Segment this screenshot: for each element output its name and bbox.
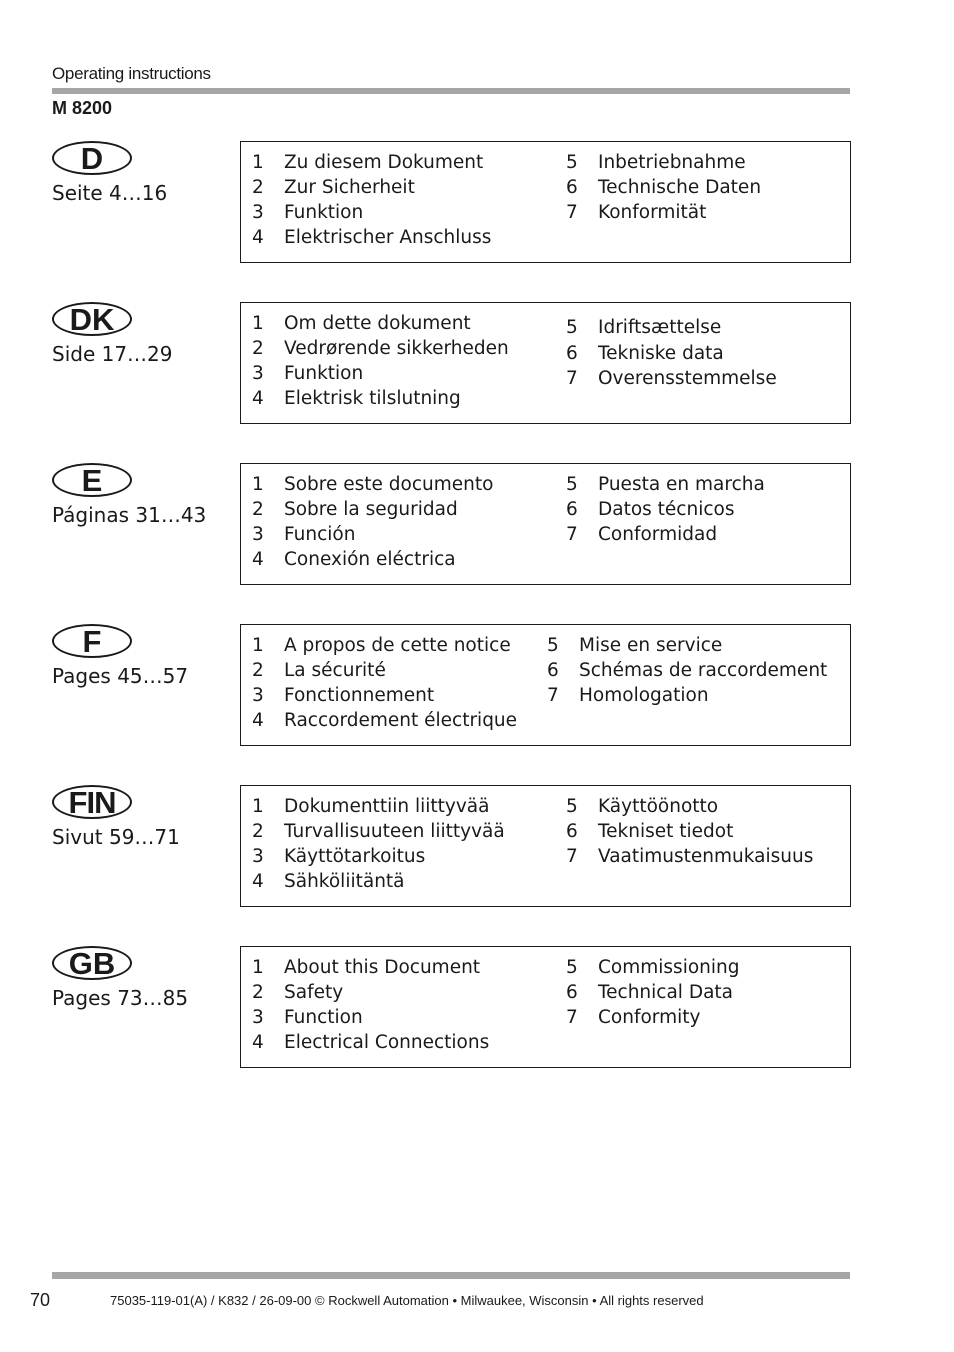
contents-item bbox=[566, 819, 813, 844]
language-badge: F bbox=[52, 624, 132, 658]
chapter-number: 4 bbox=[252, 871, 264, 892]
chapter-title: About this Document bbox=[284, 957, 481, 978]
contents-box bbox=[240, 624, 851, 746]
chapter-number: 7 bbox=[566, 1007, 578, 1028]
contents-item bbox=[252, 683, 517, 708]
chapter-number: 7 bbox=[566, 524, 578, 545]
chapter-number: 6 bbox=[566, 982, 578, 1003]
chapter-title: Safety bbox=[284, 982, 344, 1003]
language-section bbox=[0, 463, 954, 585]
chapter-number: 4 bbox=[252, 388, 264, 409]
contents-column-right bbox=[566, 315, 777, 392]
language-section bbox=[0, 141, 954, 263]
contents-item bbox=[252, 844, 505, 869]
contents-column-left bbox=[252, 311, 509, 411]
contents-column-right bbox=[566, 955, 740, 1030]
chapter-title: Vedrørende sikkerheden bbox=[284, 338, 509, 359]
chapter-number: 5 bbox=[547, 635, 559, 656]
contents-item bbox=[252, 200, 491, 225]
footer-text: 75035-119-01(A) / K832 / 26-09-00 © Rockwell Automation • Milwaukee, Wisconsin • All rights reserved bbox=[110, 1293, 704, 1308]
chapter-title: Datos técnicos bbox=[598, 499, 735, 520]
contents-box bbox=[240, 785, 851, 907]
chapter-number: 2 bbox=[252, 660, 264, 681]
chapter-number: 1 bbox=[252, 152, 264, 173]
chapter-number: 5 bbox=[566, 474, 578, 495]
contents-item bbox=[547, 633, 827, 658]
contents-item bbox=[252, 175, 491, 200]
chapter-title: Conformity bbox=[598, 1007, 701, 1028]
document-type: Operating instructions bbox=[52, 64, 211, 83]
chapter-number: 3 bbox=[252, 363, 264, 384]
contents-item bbox=[252, 869, 505, 894]
chapter-number: 3 bbox=[252, 524, 264, 545]
page-range: Side 17…29 bbox=[52, 342, 173, 366]
chapter-title: Sähköliitäntä bbox=[284, 871, 405, 892]
chapter-title: Elektrischer Anschluss bbox=[284, 227, 492, 248]
contents-item bbox=[566, 200, 761, 225]
chapter-number: 2 bbox=[252, 177, 264, 198]
contents-column-right bbox=[547, 633, 827, 708]
contents-item bbox=[566, 315, 777, 341]
contents-item bbox=[566, 522, 765, 547]
contents-column-right bbox=[566, 472, 765, 547]
chapter-title: Funktion bbox=[284, 202, 364, 223]
chapter-title: Conexión eléctrica bbox=[284, 549, 456, 570]
language-section bbox=[0, 785, 954, 907]
contents-column-left bbox=[252, 794, 505, 894]
contents-item bbox=[252, 794, 505, 819]
chapter-number: 7 bbox=[566, 202, 578, 223]
page-range: Páginas 31…43 bbox=[52, 503, 207, 527]
chapter-title: Technical Data bbox=[598, 982, 734, 1003]
chapter-title: Conformidad bbox=[598, 524, 718, 545]
page-range: Pages 73…85 bbox=[52, 986, 189, 1010]
chapter-number: 3 bbox=[252, 846, 264, 867]
contents-box bbox=[240, 946, 851, 1068]
chapter-title: Zu diesem Dokument bbox=[284, 152, 484, 173]
chapter-number: 1 bbox=[252, 957, 264, 978]
chapter-number: 5 bbox=[566, 317, 578, 338]
chapter-number: 6 bbox=[566, 499, 578, 520]
chapter-title: Homologation bbox=[579, 685, 709, 706]
contents-box bbox=[240, 302, 851, 424]
contents-item bbox=[566, 1005, 740, 1030]
chapter-number: 1 bbox=[252, 313, 264, 334]
chapter-title: Turvallisuuteen liittyvää bbox=[284, 821, 505, 842]
chapter-title: Schémas de raccordement bbox=[579, 660, 828, 681]
contents-item bbox=[566, 844, 813, 869]
contents-item bbox=[252, 633, 517, 658]
chapter-title: Technische Daten bbox=[598, 177, 762, 198]
page-number: 70 bbox=[30, 1290, 51, 1310]
chapter-number: 7 bbox=[566, 846, 578, 867]
contents-item bbox=[547, 683, 827, 708]
language-badge: DK bbox=[52, 302, 132, 336]
chapter-number: 1 bbox=[252, 474, 264, 495]
chapter-number: 3 bbox=[252, 202, 264, 223]
chapter-title: Funktion bbox=[284, 363, 364, 384]
chapter-title: Zur Sicherheit bbox=[284, 177, 415, 198]
chapter-title: La sécurité bbox=[284, 660, 386, 681]
chapter-title: Mise en service bbox=[579, 635, 723, 656]
chapter-title: A propos de cette notice bbox=[284, 635, 511, 656]
contents-item bbox=[566, 341, 777, 367]
contents-column-left bbox=[252, 150, 491, 250]
page-range: Seite 4…16 bbox=[52, 181, 168, 205]
contents-item bbox=[252, 311, 509, 336]
chapter-title: Inbetriebnahme bbox=[598, 152, 746, 173]
chapter-title: Idriftsættelse bbox=[598, 317, 722, 338]
chapter-title: Om dette dokument bbox=[284, 313, 471, 334]
chapter-title: Dokumenttiin liittyvää bbox=[284, 796, 490, 817]
chapter-title: Sobre la seguridad bbox=[284, 499, 458, 520]
chapter-number: 1 bbox=[252, 796, 264, 817]
contents-item bbox=[547, 658, 827, 683]
chapter-number: 7 bbox=[547, 685, 559, 706]
chapter-title: Function bbox=[284, 1007, 363, 1028]
chapter-title: Elektrisk tilslutning bbox=[284, 388, 461, 409]
contents-item bbox=[566, 150, 761, 175]
chapter-number: 4 bbox=[252, 1032, 264, 1053]
contents-item bbox=[252, 336, 509, 361]
chapter-title: Fonctionnement bbox=[284, 685, 435, 706]
language-badge: FIN bbox=[52, 785, 132, 819]
chapter-title: Tekniset tiedot bbox=[598, 821, 734, 842]
contents-item bbox=[252, 522, 493, 547]
contents-box bbox=[240, 463, 851, 585]
chapter-number: 6 bbox=[566, 342, 578, 364]
chapter-number: 2 bbox=[252, 338, 264, 359]
chapter-title: Electrical Connections bbox=[284, 1032, 490, 1053]
contents-item bbox=[252, 1030, 489, 1055]
contents-item bbox=[252, 547, 493, 572]
chapter-number: 4 bbox=[252, 227, 264, 248]
chapter-title: Sobre este documento bbox=[284, 474, 494, 495]
language-badge: D bbox=[52, 141, 132, 175]
page-range: Pages 45…57 bbox=[52, 664, 189, 688]
contents-item bbox=[566, 980, 740, 1005]
contents-item bbox=[252, 708, 517, 733]
contents-item bbox=[252, 658, 517, 683]
contents-item bbox=[566, 366, 777, 392]
chapter-title: Commissioning bbox=[598, 957, 740, 978]
contents-item bbox=[252, 386, 509, 411]
chapter-number: 6 bbox=[566, 821, 578, 842]
document-header bbox=[52, 64, 850, 118]
contents-item bbox=[252, 1005, 489, 1030]
contents-item bbox=[252, 497, 493, 522]
chapter-title: Käyttötarkoitus bbox=[284, 846, 426, 867]
language-badge: GB bbox=[52, 946, 132, 980]
chapter-title: Konformität bbox=[598, 202, 707, 223]
page-range: Sivut 59…71 bbox=[52, 825, 180, 849]
contents-column-right bbox=[566, 150, 761, 225]
chapter-number: 2 bbox=[252, 821, 264, 842]
chapter-number: 4 bbox=[252, 710, 264, 731]
contents-box bbox=[240, 141, 851, 263]
chapter-title: Función bbox=[284, 524, 356, 545]
contents-column-left bbox=[252, 955, 489, 1055]
contents-item bbox=[566, 794, 813, 819]
chapter-number: 6 bbox=[547, 660, 559, 681]
chapter-number: 3 bbox=[252, 685, 264, 706]
chapter-number: 2 bbox=[252, 499, 264, 520]
contents-item bbox=[566, 175, 761, 200]
language-section bbox=[0, 946, 954, 1068]
contents-item bbox=[252, 819, 505, 844]
header-rule bbox=[52, 88, 850, 94]
contents-item bbox=[252, 980, 489, 1005]
chapter-title: Puesta en marcha bbox=[598, 474, 765, 495]
chapter-number: 5 bbox=[566, 957, 578, 978]
chapter-title: Overensstemmelse bbox=[598, 368, 777, 389]
chapter-number: 2 bbox=[252, 982, 264, 1003]
chapter-number: 5 bbox=[566, 152, 578, 173]
footer-rule bbox=[52, 1272, 850, 1279]
chapter-number: 5 bbox=[566, 796, 578, 817]
chapter-number: 4 bbox=[252, 549, 264, 570]
language-section bbox=[0, 624, 954, 746]
contents-item bbox=[252, 225, 491, 250]
contents-item bbox=[566, 497, 765, 522]
model-name: M 8200 bbox=[52, 98, 113, 118]
contents-item bbox=[252, 150, 491, 175]
chapter-number: 7 bbox=[566, 368, 578, 389]
chapter-number: 6 bbox=[566, 177, 578, 198]
contents-column-left bbox=[252, 472, 493, 572]
chapter-title: Tekniske data bbox=[598, 342, 724, 364]
chapter-title: Käyttöönotto bbox=[598, 796, 719, 817]
chapter-title: Vaatimustenmukaisuus bbox=[598, 846, 814, 867]
contents-item bbox=[566, 472, 765, 497]
contents-item bbox=[252, 361, 509, 386]
contents-item bbox=[252, 955, 489, 980]
chapter-title: Raccordement électrique bbox=[284, 710, 518, 731]
language-badge: E bbox=[52, 463, 132, 497]
contents-item bbox=[566, 955, 740, 980]
contents-column-left bbox=[252, 633, 517, 733]
contents-item bbox=[252, 472, 493, 497]
contents-column-right bbox=[566, 794, 813, 869]
language-section bbox=[0, 302, 954, 424]
chapter-number: 3 bbox=[252, 1007, 264, 1028]
chapter-number: 1 bbox=[252, 635, 264, 656]
